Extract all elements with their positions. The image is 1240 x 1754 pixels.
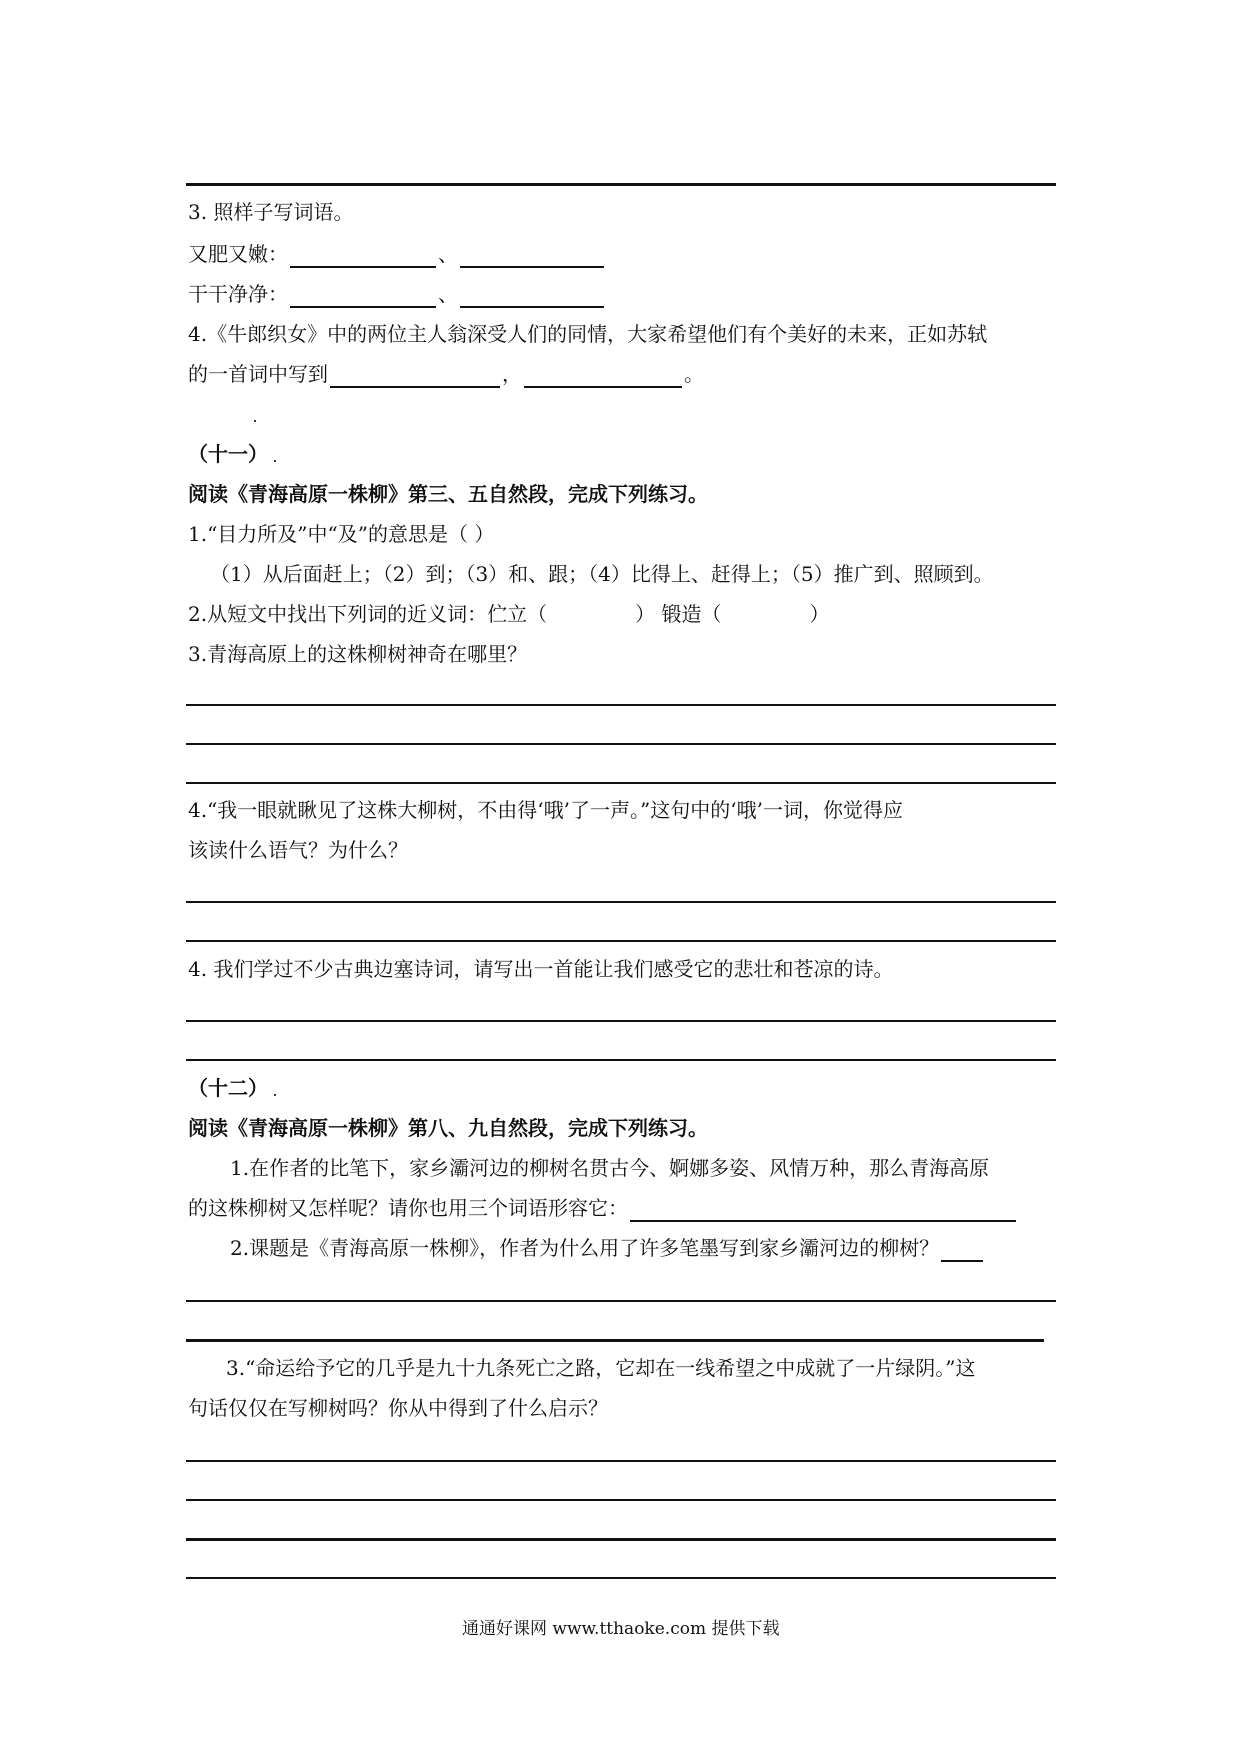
q3-sep-1: 、 bbox=[438, 242, 458, 266]
q3-sep-2: 、 bbox=[438, 282, 458, 306]
stray-mark bbox=[254, 420, 256, 422]
s11-q5: 4. 我们学过不少古典边塞诗词，请写出一首能让我们感受它的悲壮和苍凉的诗。 bbox=[188, 957, 894, 981]
section-11-instruction: 阅读《青海高原一株柳》第三、五自然段，完成下列练习。 bbox=[188, 482, 708, 506]
q3-blank-2b[interactable] bbox=[460, 284, 604, 308]
s12-q2-prompt: 2.课题是《青海高原一株柳》，作者为什么用了许多笔墨写到家乡灞河边的柳树？ bbox=[230, 1236, 940, 1260]
s12-q2-answer-line-2[interactable] bbox=[186, 1339, 1044, 1342]
s11-q4-answer-line-2[interactable] bbox=[186, 940, 1056, 942]
s11-q5-answer-line-1[interactable] bbox=[186, 1020, 1056, 1022]
q4-line-2 bbox=[188, 360, 704, 388]
s12-q2-blank[interactable] bbox=[941, 1238, 983, 1262]
s12-q1-prompt: 的这株柳树又怎样呢？请你也用三个词语形容它： bbox=[188, 1196, 628, 1220]
section-12-heading: （十二） bbox=[188, 1076, 268, 1100]
q3-pattern-2-label: 干干净净： bbox=[188, 282, 288, 306]
q3-title: 3. 照样子写词语。 bbox=[188, 200, 354, 224]
s12-q1-line-1: 1.在作者的比笔下，家乡灞河边的柳树名贯古今、婀娜多姿、风情万种，那么青海高原 bbox=[230, 1156, 990, 1180]
section-12-instruction: 阅读《青海高原一株柳》第八、九自然段，完成下列练习。 bbox=[188, 1116, 708, 1140]
s11-q3: 3.青海高原上的这株柳树神奇在哪里？ bbox=[188, 642, 528, 666]
s12-q3-answer-line-2[interactable] bbox=[186, 1499, 1056, 1501]
s12-q3-answer-line-3[interactable] bbox=[186, 1538, 1056, 1541]
q4-blank-2[interactable] bbox=[524, 364, 682, 388]
footer-credit: 通通好课网 www.tthaoke.com 提供下载 bbox=[462, 1619, 780, 1639]
s11-q4-answer-line-1[interactable] bbox=[186, 901, 1056, 903]
s11-q1: 1.“目力所及”中“及”的意思是（ ） bbox=[188, 522, 495, 546]
q4-period: 。 bbox=[684, 362, 704, 386]
top-answer-line bbox=[186, 183, 1056, 186]
q4-line-1: 4.《牛郎织女》中的两位主人翁深受人们的同情，大家希望他们有个美好的未来，正如苏轼 bbox=[188, 322, 988, 346]
s11-q3-answer-line-2[interactable] bbox=[186, 743, 1056, 745]
q4-comma: ， bbox=[502, 362, 522, 386]
section-11-heading: （十一） bbox=[188, 442, 268, 466]
s11-q5-answer-line-2[interactable] bbox=[186, 1059, 1056, 1061]
s12-q3-line-2: 句话仅仅在写柳树吗？你从中得到了什么启示？ bbox=[188, 1396, 608, 1420]
s11-q2-end: ） bbox=[809, 602, 830, 626]
s12-q3-line-1: 3.“命运给予它的几乎是九十九条死亡之路，它却在一线希望之中成就了一片绿阴。”这 bbox=[226, 1356, 976, 1380]
s12-q3-answer-line-1[interactable] bbox=[186, 1460, 1056, 1462]
s11-q4-line-2: 该读什么语气？为什么？ bbox=[188, 838, 408, 862]
s11-q2-mid: ） 锻造（ bbox=[635, 602, 722, 626]
stray-mark-3 bbox=[274, 1094, 276, 1096]
q3-blank-1b[interactable] bbox=[460, 244, 604, 268]
q4-blank-1[interactable] bbox=[330, 364, 500, 388]
s12-q1-blank[interactable] bbox=[630, 1198, 1016, 1222]
s12-q1-line-2 bbox=[188, 1194, 1018, 1222]
q3-blank-1a[interactable] bbox=[290, 244, 436, 268]
q3-row-1 bbox=[188, 240, 606, 268]
q3-row-2 bbox=[188, 280, 606, 308]
s11-q3-answer-line-1[interactable] bbox=[186, 704, 1056, 706]
stray-mark-2 bbox=[274, 460, 276, 462]
s12-q2-answer-line-1[interactable] bbox=[186, 1300, 1056, 1302]
q3-blank-2a[interactable] bbox=[290, 284, 436, 308]
q3-pattern-1-label: 又肥又嫩： bbox=[188, 242, 288, 266]
s11-q2 bbox=[188, 600, 829, 628]
s12-q3-answer-line-4[interactable] bbox=[186, 1577, 1056, 1579]
s11-q1-options: （1）从后面赶上；（2）到；（3）和、跟；（4）比得上、赶得上；（5）推广到、照顾到。 bbox=[210, 562, 994, 586]
s11-q3-answer-line-3[interactable] bbox=[186, 782, 1056, 784]
s12-q2 bbox=[230, 1234, 985, 1262]
s11-q2-prefix: 2.从短文中找出下列词的近义词：伫立（ bbox=[188, 602, 548, 626]
s11-q4-line-1: 4.“我一眼就瞅见了这株大柳树，不由得‘哦’了一声。”这句中的‘哦’一词，你觉得应 bbox=[188, 798, 903, 822]
q4-prefix: 的一首词中写到 bbox=[188, 362, 328, 386]
